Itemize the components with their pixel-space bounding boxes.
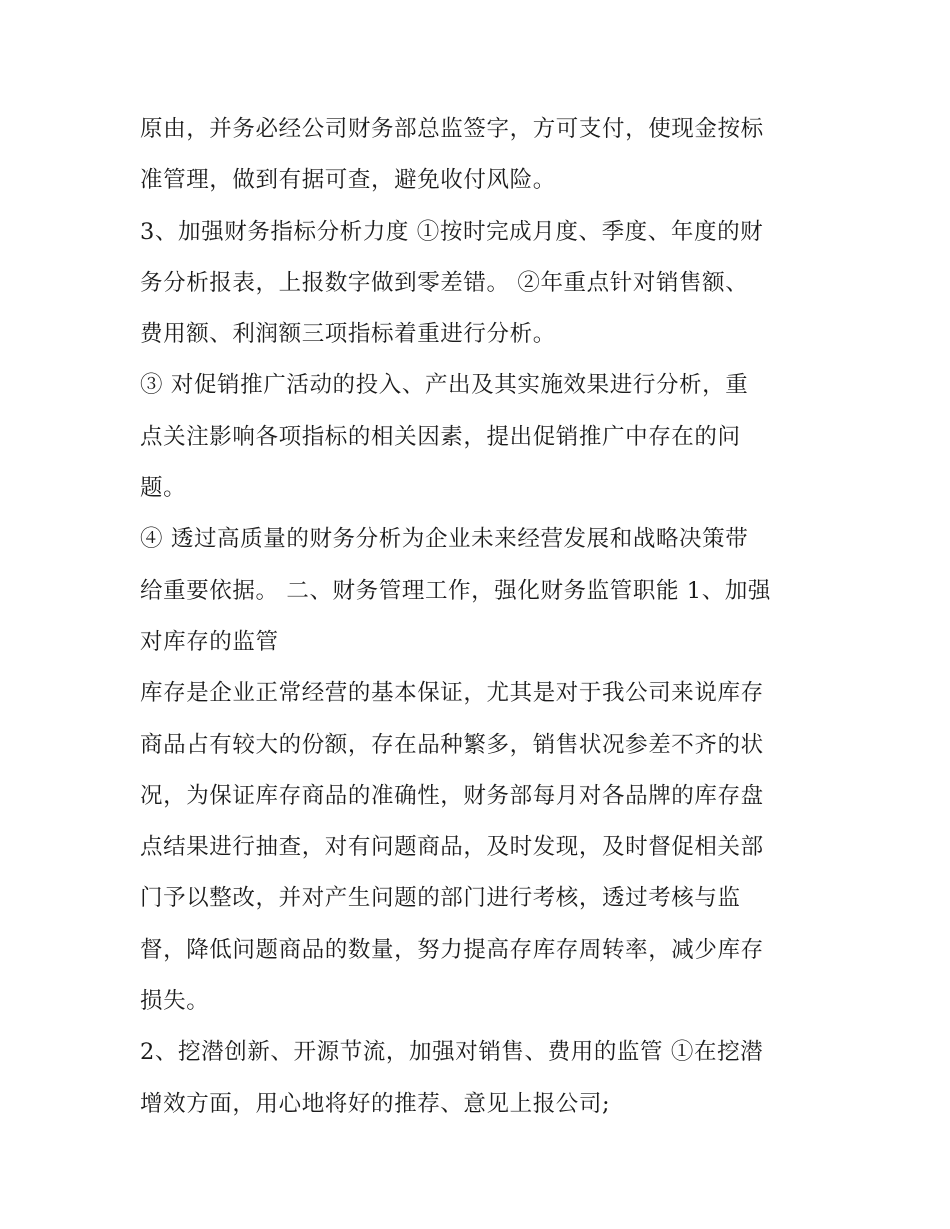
text-line: 库存是企业正常经营的基本保证，尤其是对于我公司来说库存: [140, 680, 764, 707]
text-line: 2、挖潜创新、开源节流，加强对销售、费用的监管 ①在挖潜: [140, 1039, 764, 1066]
text-line: 点关注影响各项指标的相关因素，提出促销推广中存在的问: [140, 423, 741, 450]
text-line: 损失。: [140, 988, 210, 1015]
text-line: ③ 对促销推广活动的投入、产出及其实施效果进行分析，重: [140, 372, 749, 399]
text-line: 对库存的监管: [140, 628, 279, 655]
text-line: 题。: [140, 475, 187, 502]
text-line: 费用额、利润额三项指标着重进行分析。: [140, 321, 556, 348]
text-line: 给重要依据。 二、财务管理工作，强化财务监管职能 1、加强: [140, 577, 772, 604]
text-line: 点结果进行抽查，对有问题商品，及时发现，及时督促相关部: [140, 834, 764, 861]
text-line: 况，为保证库存商品的准确性，财务部每月对各品牌的库存盘: [140, 782, 764, 809]
text-line: ④ 透过高质量的财务分析为企业未来经营发展和战略决策带: [140, 526, 749, 553]
text-line: 务分析报表，上报数字做到零差错。 ②年重点针对销售额、: [140, 269, 749, 296]
text-line: 增效方面，用心地将好的推荐、意见上报公司;: [140, 1090, 611, 1117]
document-body: [140, 104, 820, 1130]
text-line: 准管理，做到有据可查，避免收付风险。: [140, 167, 556, 194]
text-line: 门予以整改，并对产生问题的部门进行考核，透过考核与监: [140, 885, 741, 912]
text-line: 原由，并务必经公司财务部总监签字，方可支付，使现金按标: [140, 116, 764, 142]
text-line: 督，降低问题商品的数量，努力提高存库存周转率，减少库存: [140, 936, 764, 963]
text-line: 3、加强财务指标分析力度 ①按时完成月度、季度、年度的财: [140, 218, 764, 245]
text-line: 商品占有较大的份额，存在品种繁多，销售状况参差不齐的状: [140, 731, 764, 758]
